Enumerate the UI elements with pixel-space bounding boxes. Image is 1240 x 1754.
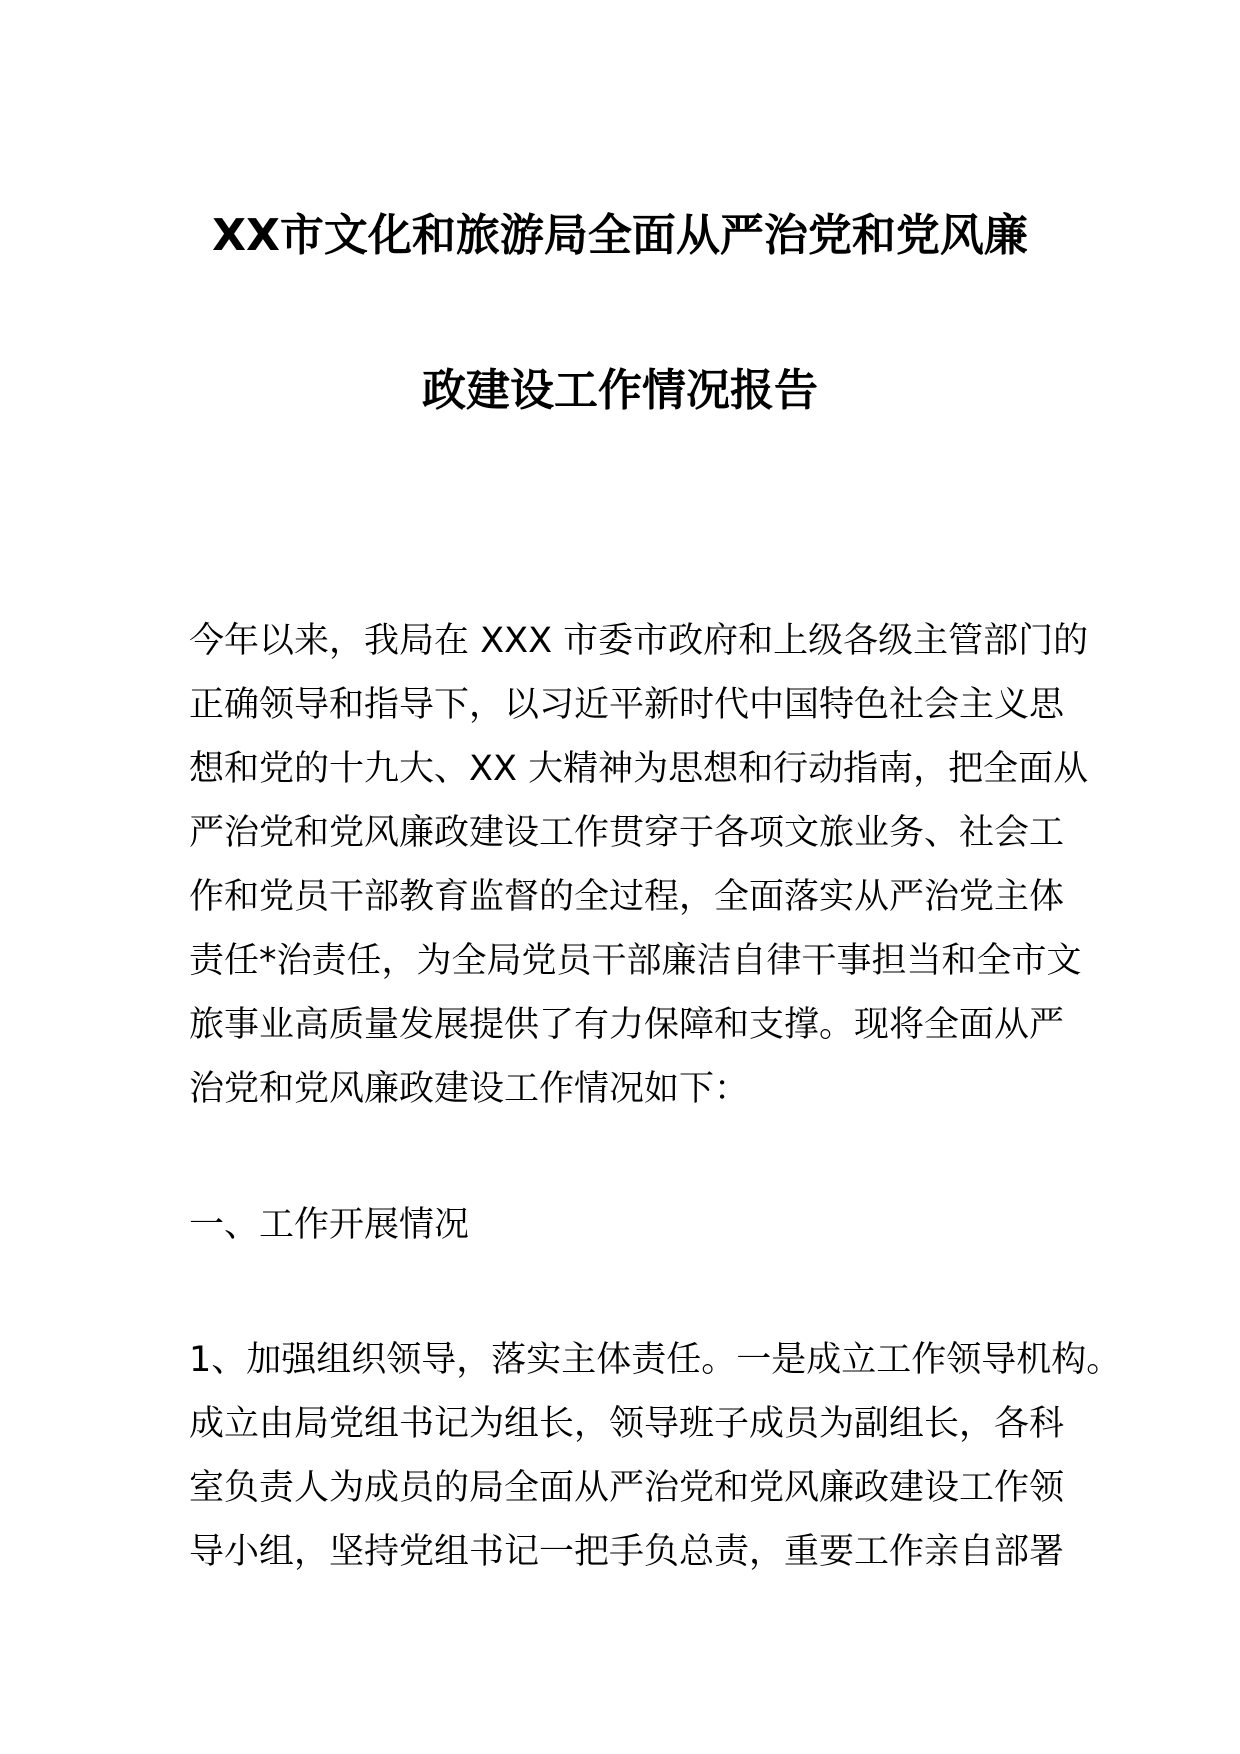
paragraph-line: 成立由局党组书记为组长，领导班子成员为副组长，各科: [189, 1404, 1065, 1444]
section-1-paragraph: [189, 1328, 1122, 1584]
paragraph-line: 责任*治责任，为全局党员干部廉洁自律干事担当和全市文: [189, 941, 1082, 981]
paragraph-line: 作和党员干部教育监督的全过程，全面落实从严治党主体: [189, 877, 1065, 917]
paragraph-line: 治党和党风廉政建设工作情况如下：: [189, 1069, 750, 1109]
intro-paragraph: [189, 609, 1089, 1121]
paragraph-line: 1、加强组织领导，落实主体责任。一是成立工作领导机构。: [189, 1340, 1122, 1380]
paragraph-line: 想和党的十九大、XX 大精神为思想和行动指南，把全面从: [189, 749, 1089, 789]
paragraph-line: 室负责人为成员的局全面从严治党和党风廉政建设工作领: [189, 1468, 1065, 1508]
paragraph-line: 今年以来，我局在 XXX 市委市政府和上级各级主管部门的: [189, 621, 1089, 661]
section-heading: 一、工作开展情况: [189, 1205, 470, 1245]
paragraph-line: 严治党和党风廉政建设工作贯穿于各项文旅业务、社会工: [189, 813, 1065, 853]
document-title-line-1: XX市文化和旅游局全面从严治党和党风廉: [212, 210, 1028, 261]
paragraph-line: 正确领导和指导下，以习近平新时代中国特色社会主义思: [189, 685, 1065, 725]
paragraph-line: 旅事业高质量发展提供了有力保障和支撑。现将全面从严: [189, 1005, 1065, 1045]
document-title-line-2: 政建设工作情况报告: [422, 365, 818, 416]
paragraph-line: 导小组，坚持党组书记一把手负总责，重要工作亲自部署: [189, 1532, 1065, 1572]
